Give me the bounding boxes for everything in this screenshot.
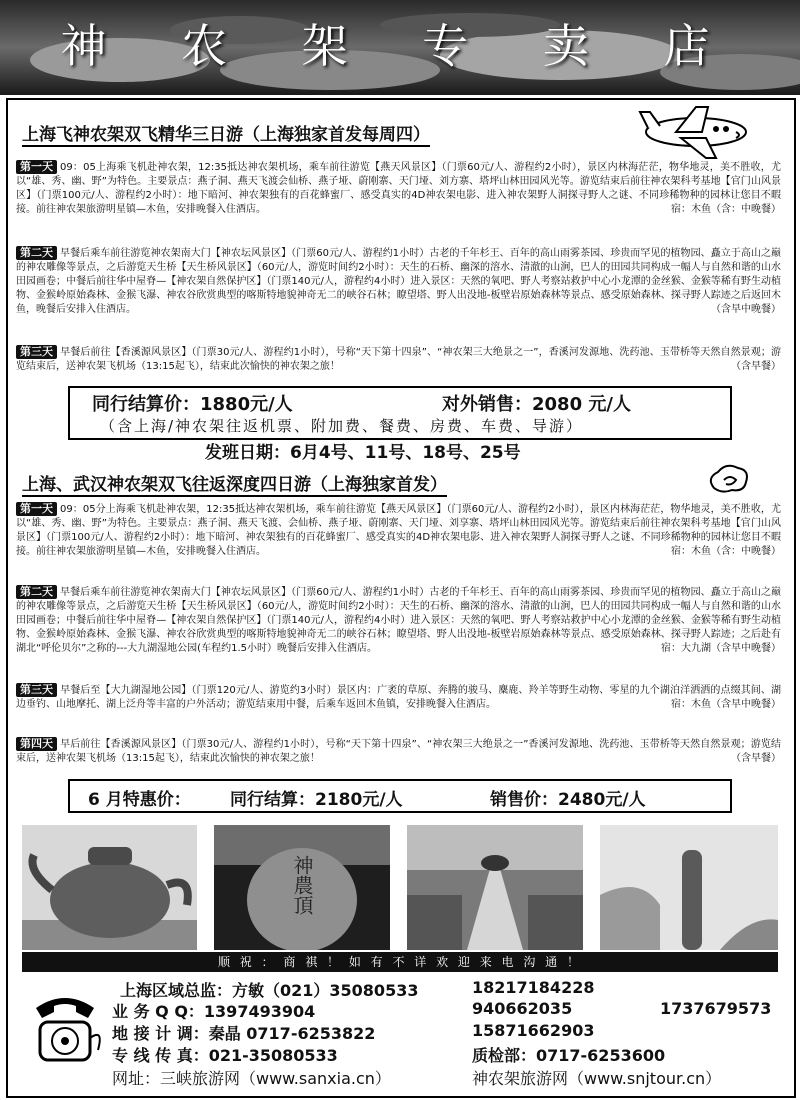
- day-tag: 第三天: [16, 683, 57, 697]
- contact-qq-2: 940662035: [472, 999, 573, 1018]
- day-tag: 第三天: [16, 345, 57, 359]
- tour2-day3: [16, 683, 781, 712]
- contact-fax: 专 线 传 真：021-35080533: [112, 1046, 338, 1065]
- day-text: 早后前往【香溪源风景区】（门票30元/人、游程约1小时），号称“天下第十四泉”、“神农架三大绝景之一”香溪河发源地、洗药池、玉带桥等天然自然景观；游览结束后，送神农架飞机场（13:15起飞），结束此次愉快的神农架之旅！: [16, 739, 781, 764]
- meal-note: （含早餐）: [731, 753, 781, 764]
- contact-ground-mobile: 15871662903: [472, 1021, 595, 1040]
- tour1-day3: [16, 345, 781, 374]
- day-tag: 第四天: [16, 737, 57, 751]
- photo-strip: [22, 825, 778, 950]
- special-peer-price: 同行结算：2180元/人: [230, 790, 403, 810]
- day-text: 09：05分上海乘飞机赴神农架，12:35抵达神农架机场，乘车前往游览【燕天风景区】（门票60元/人、游程约2小时），景区内林海茫茫，物华地灵，美不胜收，尤以“雄、秀、幽、野”为特色。主要景点：燕子洞、燕天飞渡、会仙桥、燕子垭、蔚刚寨、天门垭、刘享寨、塔坪山林田园风光等。游览结束后前往神农架科考基地【官门山风景区】（门票100元/人、游程约2小时）：地下暗河、神农架独有的百花蜂蜜厂、感受真实的4D神农架电影、进入神农架野人洞探寻野人之谜、不同珍稀物种的园林让您目不暇接。前往神农架旅游明星镇—木鱼，安排晚餐入住酒店。: [16, 504, 781, 557]
- peer-price-label: 同行结算价：: [92, 394, 200, 415]
- telephone-icon: [26, 988, 104, 1068]
- airplane-icon: [636, 102, 756, 162]
- day-tag: 第一天: [16, 160, 57, 174]
- day-text: 早餐后前往【香溪源风景区】（门票30元/人、游程约1小时），号称“天下第十四泉”、“神农架三大绝景之一”，香溪河发源地、洗药池、玉带桥等天然自然景观；游览结束后，送神农架飞机场（13:15起飞），结束此次愉快的神农架之旅！: [16, 347, 781, 372]
- contact-director: 上海区域总监：方敏（021）35080533: [120, 981, 419, 1000]
- day-text: 09：05上海乘飞机赴神农架，12:35抵达神农架机场，乘车前往游览【燕天风景区】（门票60元/人、游程约2小时），景区内林海茫茫，物华地灵，美不胜收，尤以“雄、秀、幽、野”为特色。主要景点：燕子洞、燕天飞渡会仙桥、燕子垭、蔚刚寨、天门垭、刘方寨、塔坪山林田园风光等。游览结束后前往神农架科考基地【官门山风景区】（门票100元/人、游程约2小时）：地下暗河、神农架独有的百花蜂蜜厂、感受真实的4D神农架电影、进入神农架野人洞探寻野人之谜、不同珍稀物种的园林让您目不暇接。前往神农架旅游明星镇—木鱼，安排晚餐入住酒店。: [16, 162, 781, 215]
- price-includes: （含上海/神农架往返机票、附加费、餐费、房费、车费、导游）: [100, 417, 584, 435]
- tour1-day1: [16, 160, 781, 217]
- contact-quality: 质检部：0717-6253600: [472, 1046, 666, 1065]
- cloud-swirl-icon: [704, 458, 754, 503]
- sale-price: [442, 390, 631, 416]
- special-label: 6 月特惠价：: [88, 790, 191, 810]
- day-text: 早餐后乘车前往游览神农架南大门【神农坛风景区】（门票60元/人、游程约1小时）古老的千年杉王、百年的高山雨雾茶园、珍贵而罕见的植物园、矗立于高山之巅的神农雕像等景点，之后游览天生桥【天生桥风景区】（60元/人，游览时间约2小时）：天生的石桥、幽深的溶水、清澈的山涧，巴人的田园共同构成一幅人与自然和谐的山水田园画卷；中餐后前往华中屋脊—【神农架自然保护区】（门票140元/人，游程约4小时）进入景区：天然的氧吧、野人考察站救护中心小龙潭的金丝猴、金猴等稀有野生动植物、金猴岭原始森林、金猴飞瀑、神农谷欣赏典型的喀斯特地貌神奇无二的峡谷石林；瞭望塔、野人出没地-板壁岩原始森林等景点、感受原始森林、探寻野人踪迹之后返回木鱼，晚餐后安排入住酒店。: [16, 248, 781, 315]
- photo-altar-plaza: [407, 825, 583, 950]
- banner-title: 神 农 架 专 卖 店: [60, 19, 740, 73]
- sale-price-label: 对外销售：: [442, 394, 532, 415]
- tour2-day2: [16, 585, 781, 656]
- website-snjtour[interactable]: 神农架旅游网（www.snjtour.cn）: [472, 1069, 722, 1088]
- contact-director-mobile: 18217184228: [472, 978, 595, 997]
- rock-caption: 神農頂: [290, 855, 314, 915]
- departure-dates: 发班日期：6月4号、11号、18号、25号: [205, 443, 521, 463]
- tour1-title: 上海飞神农架双飞精华三日游（上海独家首发每周四）: [22, 120, 430, 147]
- day-tag: 第二天: [16, 246, 57, 260]
- tour2-day4: [16, 737, 781, 766]
- peer-price-value: 1880元/人: [200, 394, 293, 415]
- day-tag: 第一天: [16, 502, 57, 516]
- tour2-title: 上海、武汉神农架双飞往返深度四日游（上海独家首发）: [22, 470, 447, 497]
- photo-summit-rock: [214, 825, 390, 950]
- meal-note: 宿：木鱼（含：中晚餐）: [671, 204, 781, 215]
- peer-price: [92, 390, 293, 416]
- special-sale-price: 销售价：2480元/人: [490, 790, 646, 810]
- tour1-price-box: [68, 386, 732, 440]
- meal-note: 宿：木鱼（含早中晚餐）: [671, 699, 781, 710]
- photo-teapot-sculpture: [22, 825, 197, 950]
- meal-note: （含早中晚餐）: [711, 304, 781, 315]
- meal-note: （含早餐）: [731, 361, 781, 372]
- contact-qq-label: 业 务 Q Q：1397493904: [112, 1002, 316, 1021]
- sale-price-value: 2080 元/人: [532, 394, 631, 415]
- meal-note: 宿：大九湖（含早中晚餐）: [661, 643, 781, 654]
- contact-qq-3: 1737679573: [660, 999, 772, 1018]
- banner: [0, 0, 800, 95]
- tour2-day1: [16, 502, 781, 559]
- website-sanxia[interactable]: 网址：三峡旅游网（www.sanxia.cn）: [112, 1069, 391, 1088]
- tour2-special-box: [68, 779, 732, 813]
- contact-ground: 地 接 计 调：秦晶 0717-6253822: [112, 1024, 376, 1043]
- photo-stone-pillar: [600, 825, 778, 950]
- greeting-strip: 顺 祝 ： 商 祺 ！ 如 有 不 详 欢 迎 来 电 沟 通 ！: [22, 952, 778, 972]
- day-text: 早餐后至【大九湖湿地公园】（门票120元/人、游览约3小时）景区内：广袤的草原、奔腾的骏马、麋鹿、羚羊等野生动物、零星的九个湖泊洋洒洒的点缀其间、湖边垂钓、山地摩托、湖上泛舟等丰富的户外活动；游览结束用中餐，后乘车返回木鱼镇，安排晚餐入住酒店。: [16, 685, 781, 710]
- meal-note: 宿：木鱼（含：中晚餐）: [671, 546, 781, 557]
- day-tag: 第二天: [16, 585, 57, 599]
- tour1-day2: [16, 246, 781, 317]
- day-text: 早餐后乘车前往游览神农架南大门【神农坛风景区】（门票60元/人、游程约1小时）古老的千年杉王、百年的高山雨雾茶园、珍贵而罕见的植物园、矗立于高山之巅的神农雕像等景点，之后游览天生桥【天生桥风景区】（60元/人，游览时间约2小时）：天生的石桥、幽深的溶水、清澈的山涧，巴人的田园共同构成一幅人与自然和谐的山水田园画卷；中餐后前往华中屋脊—【神农架自然保护区】（门票140元/人，游程约4小时）进入景区：天然的氧吧、野人考察站救护中心小龙潭的金丝猴、金猴等稀有野生动植物、金猴岭原始森林、金猴飞瀑、神农谷欣赏典型的喀斯特地貌神奇无二的峡谷石林；瞭望塔、野人出没地-板壁岩原始森林等景点、感受原始森林、探寻野人踪迹；之后赴有湖北“呼伦贝尔”之称的---大九湖湿地公园(车程约1.5小时）晚餐后安排入住酒店。: [16, 587, 781, 654]
